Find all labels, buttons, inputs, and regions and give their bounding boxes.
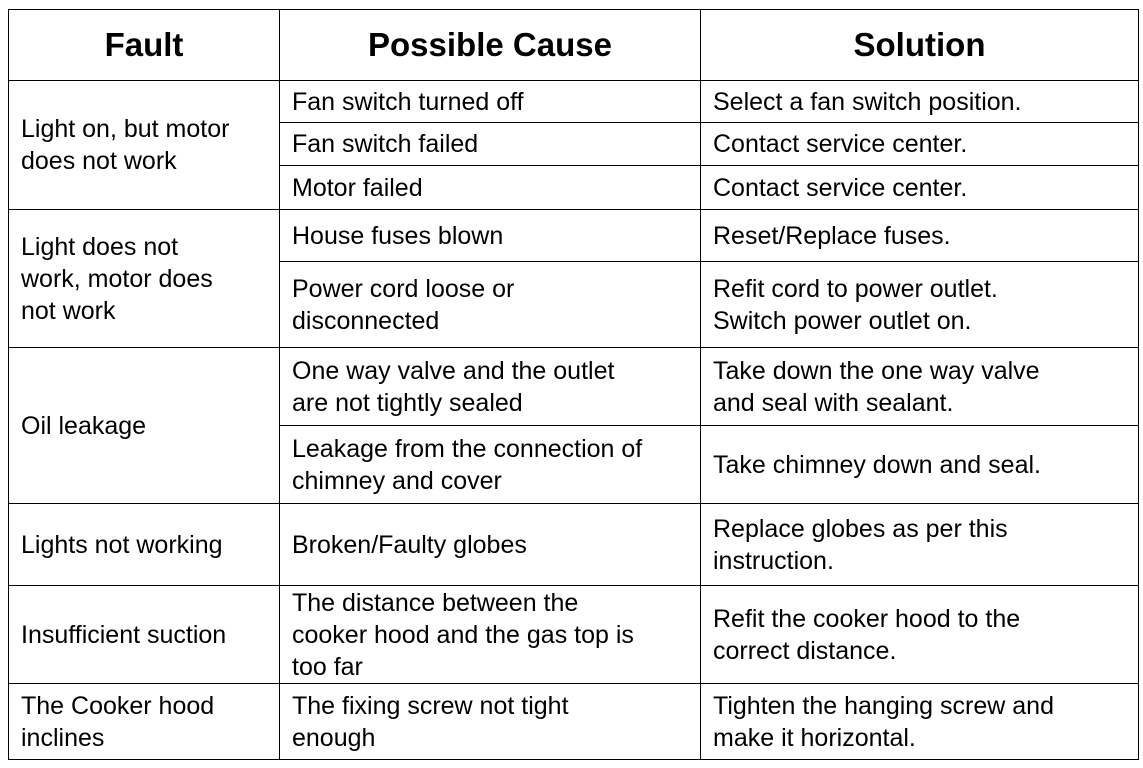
header-row bbox=[9, 10, 1139, 81]
solution-text: Refit the cooker hood to the correct distance. bbox=[713, 604, 1021, 665]
solution-text: Contact service center. bbox=[713, 130, 968, 158]
solution-cell bbox=[701, 504, 1139, 586]
solution-cell bbox=[701, 348, 1139, 426]
solution-cell bbox=[701, 586, 1139, 684]
cause-text: Fan switch failed bbox=[292, 130, 479, 158]
fault-cell bbox=[9, 81, 280, 210]
cause-cell bbox=[280, 166, 701, 210]
fault-cell bbox=[9, 586, 280, 684]
cause-cell bbox=[280, 348, 701, 426]
solution-cell bbox=[701, 166, 1139, 210]
header-solution: Solution bbox=[701, 10, 1139, 81]
fault-cell bbox=[9, 210, 280, 348]
cause-cell bbox=[280, 684, 701, 760]
solution-text: Take chimney down and seal. bbox=[713, 450, 1041, 479]
table-row bbox=[9, 504, 1139, 586]
fault-text: Lights not working bbox=[21, 530, 223, 559]
cause-text: The distance between the cooker hood and the gas top is too far bbox=[292, 588, 634, 681]
cause-text: One way valve and the outlet are not tightly sealed bbox=[292, 356, 615, 417]
cause-cell bbox=[280, 210, 701, 262]
cause-text: House fuses blown bbox=[292, 221, 504, 250]
cause-text: Broken/Faulty globes bbox=[292, 530, 527, 559]
solution-cell bbox=[701, 684, 1139, 760]
solution-text: Tighten the hanging screw and make it horizontal. bbox=[713, 691, 1054, 752]
solution-text: Take down the one way valve and seal with sealant. bbox=[713, 356, 1040, 417]
cause-cell bbox=[280, 586, 701, 684]
fault-cell bbox=[9, 504, 280, 586]
cause-text: Fan switch turned off bbox=[292, 87, 524, 116]
fault-text: Light on, but motor does not work bbox=[21, 115, 230, 175]
solution-text: Select a fan switch position. bbox=[713, 87, 1022, 116]
table-row bbox=[9, 348, 1139, 426]
solution-text: Refit cord to power outlet. Switch power outlet on. bbox=[713, 274, 998, 335]
table-row bbox=[9, 684, 1139, 760]
solution-text: Reset/Replace fuses. bbox=[713, 221, 951, 250]
fault-text: Insufficient suction bbox=[21, 620, 227, 649]
table-row bbox=[9, 586, 1139, 684]
header-fault: Fault bbox=[9, 10, 280, 81]
cause-text: Leakage from the connection of chimney and cover bbox=[292, 434, 643, 495]
solution-text: Replace globes as per this instruction. bbox=[713, 514, 1008, 575]
solution-cell bbox=[701, 81, 1139, 123]
cause-text: The fixing screw not tight enough bbox=[292, 691, 569, 752]
cause-cell bbox=[280, 504, 701, 586]
cause-cell bbox=[280, 81, 701, 123]
table-row bbox=[9, 210, 1139, 262]
fault-cell bbox=[9, 684, 280, 760]
troubleshooting-table bbox=[8, 9, 1139, 760]
solution-cell bbox=[701, 426, 1139, 504]
cause-cell bbox=[280, 262, 701, 348]
fault-text: The Cooker hood inclines bbox=[21, 691, 215, 752]
cause-text: Power cord loose or disconnected bbox=[292, 274, 515, 335]
fault-text: Oil leakage bbox=[21, 411, 147, 440]
header-possible-cause: Possible Cause bbox=[280, 10, 701, 81]
solution-text: Contact service center. bbox=[713, 173, 968, 202]
cause-cell bbox=[280, 123, 701, 166]
fault-text: Light does not work, motor does not work bbox=[21, 232, 213, 325]
solution-cell bbox=[701, 210, 1139, 262]
cause-text: Motor failed bbox=[292, 173, 423, 202]
table-row bbox=[9, 81, 1139, 123]
cause-cell bbox=[280, 426, 701, 504]
solution-cell bbox=[701, 123, 1139, 166]
solution-cell bbox=[701, 262, 1139, 348]
fault-cell bbox=[9, 348, 280, 504]
